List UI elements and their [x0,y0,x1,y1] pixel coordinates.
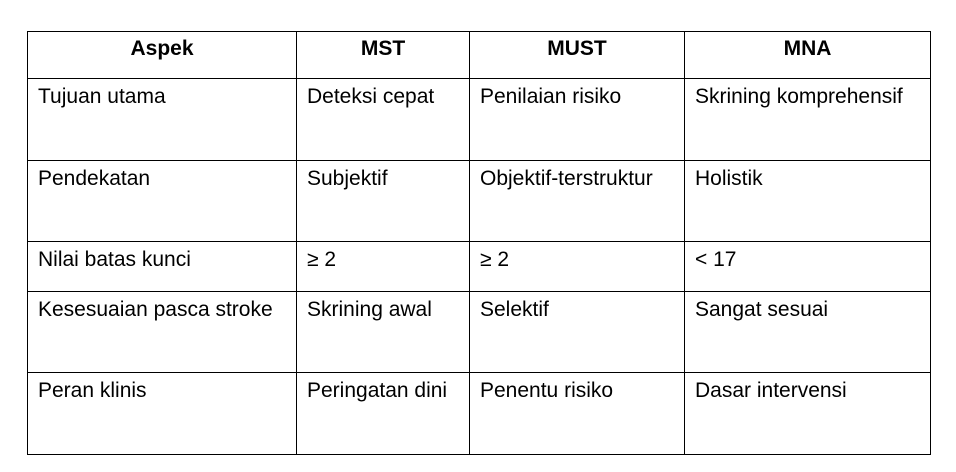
table-row [28,242,931,292]
header-mna: MNA [685,32,931,79]
header-must: MUST [470,32,685,79]
header-aspek: Aspek [28,32,297,79]
row-label: Pendekatan [28,161,297,242]
cell-must: Selektif [470,292,685,373]
row-label: Peran klinis [28,373,297,455]
cell-mna: Dasar intervensi [685,373,931,455]
table-row [28,292,931,373]
row-label: Tujuan utama [28,79,297,161]
header-mst: MST [297,32,470,79]
table-row [28,161,931,242]
table-header-row [28,32,931,79]
cell-mna: < 17 [685,242,931,292]
cell-mst: Skrining awal [297,292,470,373]
comparison-table [27,31,931,455]
cell-must: ≥ 2 [470,242,685,292]
cell-mna: Holistik [685,161,931,242]
row-label: Nilai batas kunci [28,242,297,292]
cell-must: Penilaian risiko [470,79,685,161]
row-label: Kesesuaian pasca stroke [28,292,297,373]
cell-mna: Skrining komprehensif [685,79,931,161]
cell-mst: Peringatan dini [297,373,470,455]
table-row [28,373,931,455]
cell-mna: Sangat sesuai [685,292,931,373]
cell-must: Penentu risiko [470,373,685,455]
table-row [28,79,931,161]
cell-must: Objektif-terstruktur [470,161,685,242]
cell-mst: ≥ 2 [297,242,470,292]
cell-mst: Deteksi cepat [297,79,470,161]
cell-mst: Subjektif [297,161,470,242]
